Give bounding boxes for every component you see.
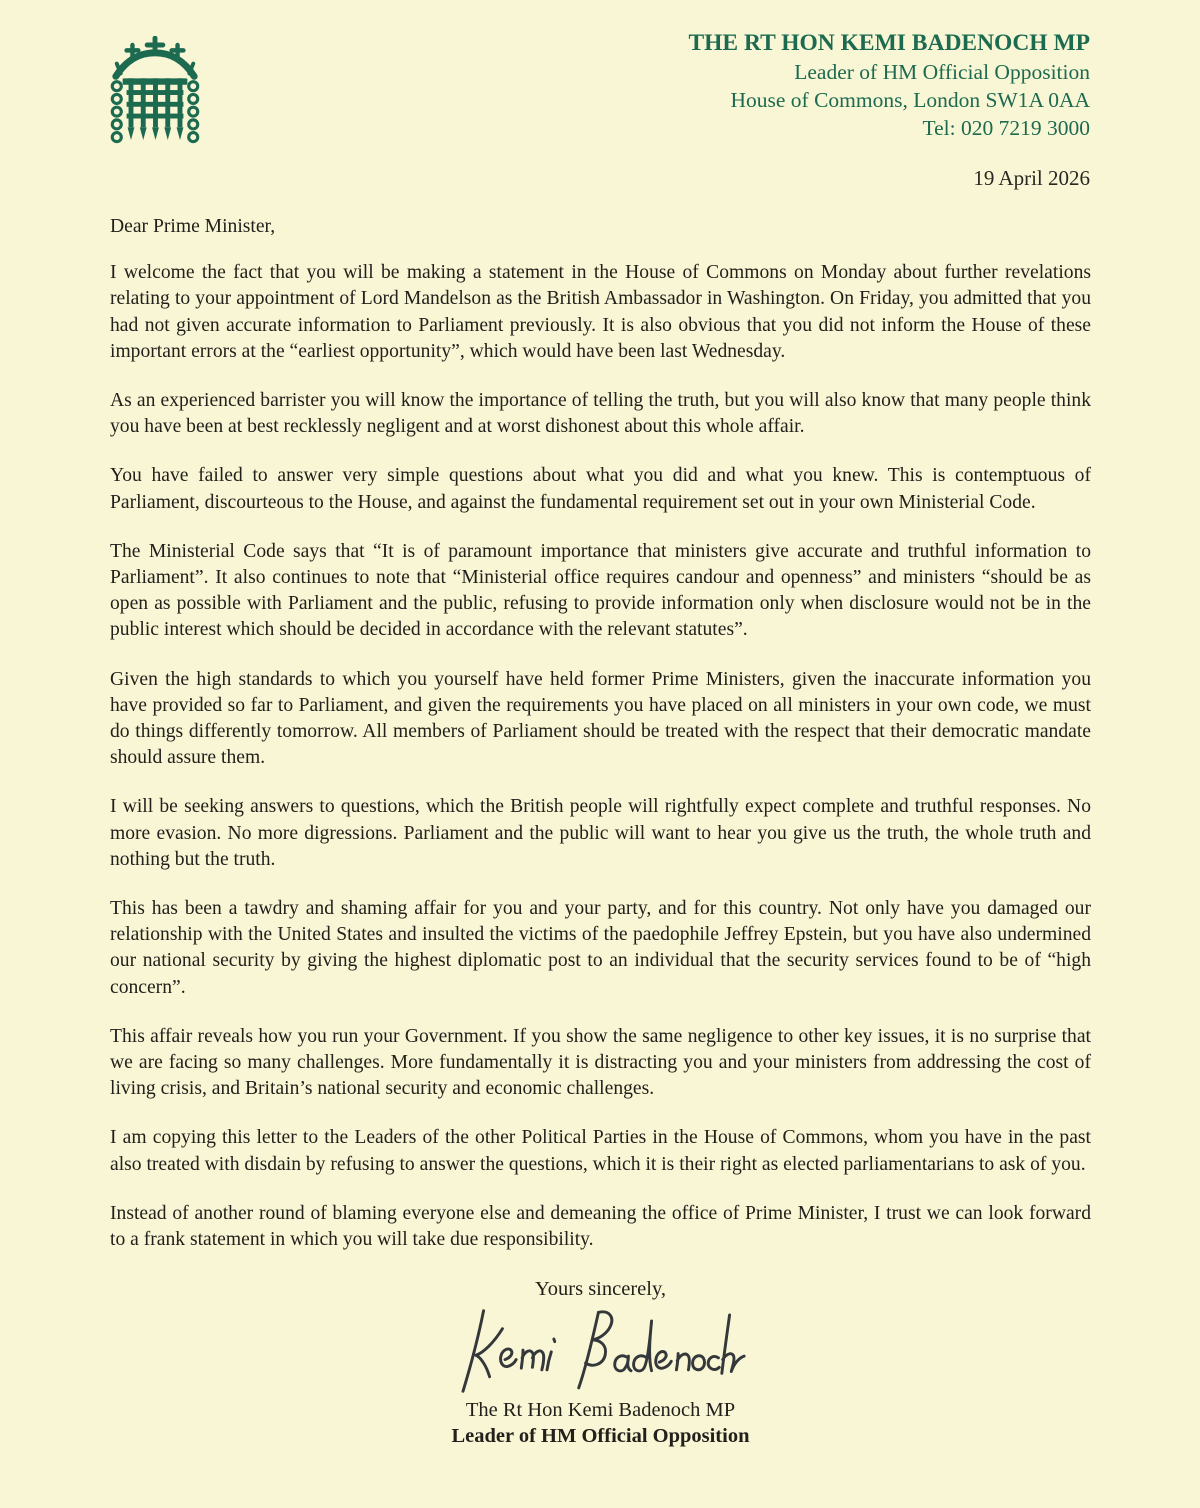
letterhead-address: House of Commons, London SW1A 0AA — [730, 88, 1090, 112]
paragraph-4: The Ministerial Code says that “It is of paramount importance that ministers give accurate and truthful information to Parliament”. It also continues to note that “Ministerial office requires candour and openness” and ministers “should be as open as possible with Parliament and the public, refusing to provide information only when disclosure would not be in the public interest which should be decided in accordance with the relevant statutes”. — [110, 540, 1091, 641]
paragraph-10: Instead of another round of blaming everyone else and demeaning the office of Prime Minister, I trust we can look forward to a frank statement in which you will take due responsibility. — [110, 1202, 1091, 1251]
paragraph-6: I will be seeking answers to questions, which the British people will rightfully expect complete and truthful responses. No more evasion. No more digressions. Parliament and the public will want to hear you give us the truth, the whole truth and nothing but the truth. — [110, 796, 1091, 870]
paragraph-1: I welcome the fact that you will be making a statement in the House of Commons on Monday about further revelations relating to your appointment of Lord Mandelson as the British Ambassador in Washington. On Friday, you admitted that you had not given accurate information to Parliament previously. It is also obvious that you did not inform the House of these important errors at the “earliest opportunity”, which would have been last Wednesday. — [110, 262, 1091, 362]
valediction: Yours sincerely, — [535, 1278, 666, 1301]
paragraph-3: You have failed to answer very simple questions about what you did and what you knew. This is contemptuous of Parliament, discourteous to the House, and against the fundamental requirement set out in your own Ministerial Code. — [110, 465, 1091, 513]
closing-block — [110, 1276, 1091, 1448]
letterhead-phone: Tel: 020 7219 3000 — [922, 116, 1090, 140]
paragraph-9: I am copying this letter to the Leaders of the other Political Parties in the House of Commons, whom you have in the past also treated with disdain by refusing to answer the questions, which it is their right as elected parliamentarians to ask of you. — [110, 1127, 1091, 1175]
letterhead-name: THE RT HON KEMI BADENOCH MP — [688, 30, 1090, 56]
letter-date: 19 April 2026 — [973, 166, 1090, 190]
crowned-portcullis-icon — [106, 36, 204, 152]
salutation: Dear Prime Minister, — [110, 216, 276, 237]
paragraph-8: This affair reveals how you run your Government. If you show the same negligence to other key issues, it is no surprise that we are facing so many challenges. More fundamentally it is distracting you and your ministers from addressing the cost of living crisis, and Britain’s national security and economic challenges. — [110, 1025, 1091, 1100]
signatory-name: The Rt Hon Kemi Badenoch MP — [465, 1398, 736, 1421]
paragraph-7: This has been a tawdry and shaming affair for you and your party, and for this country. Not only have you damaged our relationship with the United States and insulted the victims of the paedophile Jeffrey Epstein, but you have also undermined our national security by giving the highest diplomatic post to an individual that the security services found to be of “high concern”. — [110, 898, 1091, 998]
letterhead-title: Leader of HM Official Opposition — [794, 60, 1090, 84]
handwritten-signature-kemi-badenoch-icon — [451, 1307, 751, 1395]
letterhead — [688, 28, 1090, 142]
paragraph-5: Given the high standards to which you yourself have held former Prime Ministers, given the inaccurate information you have provided so far to Parliament, and given the requirements you have placed on all ministers in your own code, we must do things differently tomorrow. All members of Parliament should be treated with the respect that their democratic mandate should assure them. — [110, 668, 1091, 769]
letter-body — [110, 214, 1091, 1449]
signatory-title: Leader of HM Official Opposition — [451, 1424, 750, 1447]
paragraph-2: As an experienced barrister you will know the importance of telling the truth, but you will also know that many people think you have been at best recklessly negligent and at worst dishonest about this whole affair. — [110, 390, 1091, 438]
